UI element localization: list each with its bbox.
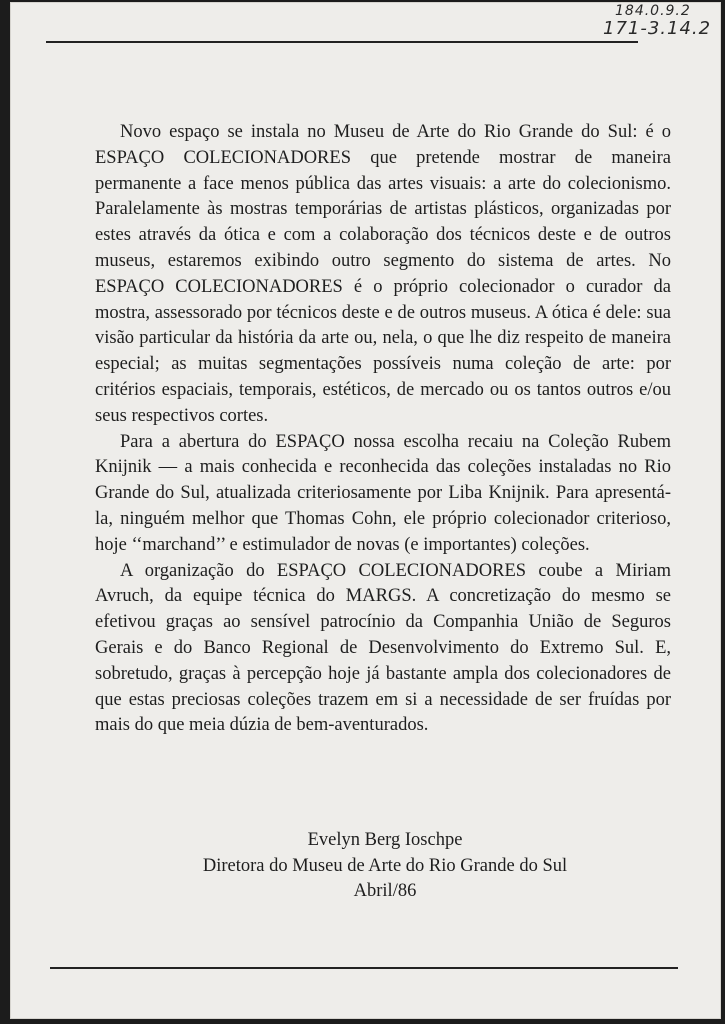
signature-name: Evelyn Berg Ioschpe [307,830,463,850]
paragraph-3: A organização do ESPAÇO COLECIONADORES coube a Miriam Avruch, da equipe técnica do MARGS. A concretização do mesmo se efetivou graças ao sensível patrocínio da Companhia União de Seguros Gerais e do Banco Regional de Desenvolvimento do Extremo Sul. E, sobretudo, graças à percepção hoje já bastante ampla dos colecionadores de que estas preciosas coleções trazem em si a necessidade de ser fruídas por mais do que meia dúzia de bem-aventurados. [95,560,671,736]
document-page [10,2,721,1019]
archive-handwritten-note [603,2,713,38]
bottom-divider [50,967,678,969]
body-text [95,120,671,739]
top-divider [46,41,638,43]
signature-role: Diretora do Museu de Arte do Rio Grande do Sul [202,855,568,876]
signature-block [140,828,630,905]
signature-date: Abril/86 [353,881,417,901]
archive-note-line-2: 171-3.14.2 [603,18,712,39]
archive-note-line-1: 184.0.9.2 [615,3,691,19]
paragraph-1: Novo espaço se instala no Museu de Arte do Rio Grande do Sul: é o ESPAÇO COLECIONADORES que pretende mostrar de maneira permanente a face menos pública das artes visuais: a arte do colecionismo. Paralelamente às mostras temporárias de artistas plásticos, organizadas por estes através da ótica e com a colaboração dos técnicos deste e de outros museus, estaremos exibindo outro segmento do sistema de artes. No ESPAÇO COLECIONADORES é o próprio colecionador o curador da mostra, assessorado por técnicos deste e de outros museus. A ótica é dele: sua visão particular da história da arte ou, nela, o que lhe diz respeito de maneira especial; as muitas segmentações possíveis numa coleção de arte: por critérios espaciais, temporais, estéticos, de mercado ou os tantos outros e/ou seus respectivos cortes. [95,122,671,426]
paragraph-2: Para a abertura do ESPAÇO nossa escolha recaiu na Coleção Rubem Knijnik — a mais conhecida e reconhecida das coleções instaladas no Rio Grande do Sul, atualizada criteriosamente por Liba Knijnik. Para apresentá-la, ninguém melhor que Thomas Cohn, ele próprio colecionador criterioso, hoje ‘‘marchand’’ e estimulador de novas (e importantes) coleções. [95,431,671,555]
